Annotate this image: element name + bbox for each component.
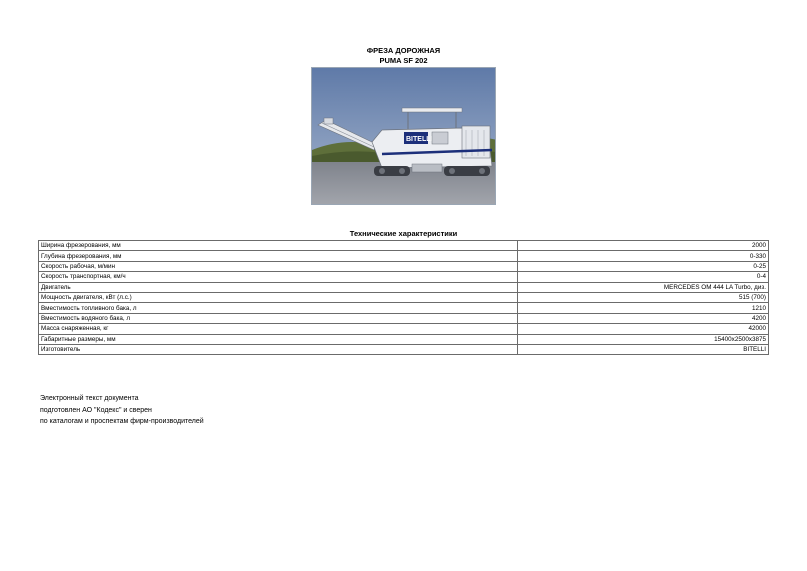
table-row [39,241,769,251]
table-row [39,251,769,261]
spec-name: Двигатель [39,282,518,292]
spec-value: 15400х2500х3875 [518,334,769,344]
source-note [40,393,204,428]
spec-name: Вместимость топливного бака, л [39,303,518,313]
spec-name: Мощность двигателя, кВт (л.с.) [39,292,518,302]
source-note-line: по каталогам и проспектам фирм-производителей [40,418,204,425]
table-row [39,324,769,334]
machine-photo [311,67,496,205]
spec-name: Скорость рабочая, м/мин [39,261,518,271]
spec-value: 0-25 [518,261,769,271]
table-row [39,344,769,354]
source-note-line: подготовлен АО "Кодекс" и сверен [40,406,152,414]
spec-name: Вместимость водяного бака, л [39,313,518,323]
table-row [39,272,769,282]
spec-value: 4200 [518,313,769,323]
spec-name: Ширина фрезерования, мм [39,241,518,251]
spec-value: MERCEDES OM 444 LA Turbo, диз. [518,282,769,292]
spec-value: 0-4 [518,272,769,282]
spec-value: BITELLI [518,344,769,354]
specs-table [38,240,769,355]
table-row [39,292,769,302]
table-row [39,303,769,313]
table-row [39,261,769,271]
document-subtitle-model: PUMA SF 202 [379,56,428,65]
table-row [39,334,769,344]
spec-value: 0-330 [518,251,769,261]
spec-name: Глубина фрезерования, мм [39,251,518,261]
spec-value: 42000 [518,324,769,334]
spec-name: Габаритные размеры, мм [39,334,518,344]
table-row [39,282,769,292]
spec-value: 1210 [518,303,769,313]
spec-name: Скорость транспортная, км/ч [39,272,518,282]
photo-brand-text: BITELLI [406,136,433,143]
spec-name: Масса снаряженная, кг [39,324,518,334]
document-title: ФРЕЗА ДОРОЖНАЯ [366,46,441,55]
table-row [39,313,769,323]
spec-name: Изготовитель [39,344,518,354]
spec-value: 2000 [518,241,769,251]
source-note-line: Электронный текст документа [40,395,139,402]
spec-value: 515 (700) [518,292,769,302]
specs-heading: Технические характеристики [349,229,458,238]
